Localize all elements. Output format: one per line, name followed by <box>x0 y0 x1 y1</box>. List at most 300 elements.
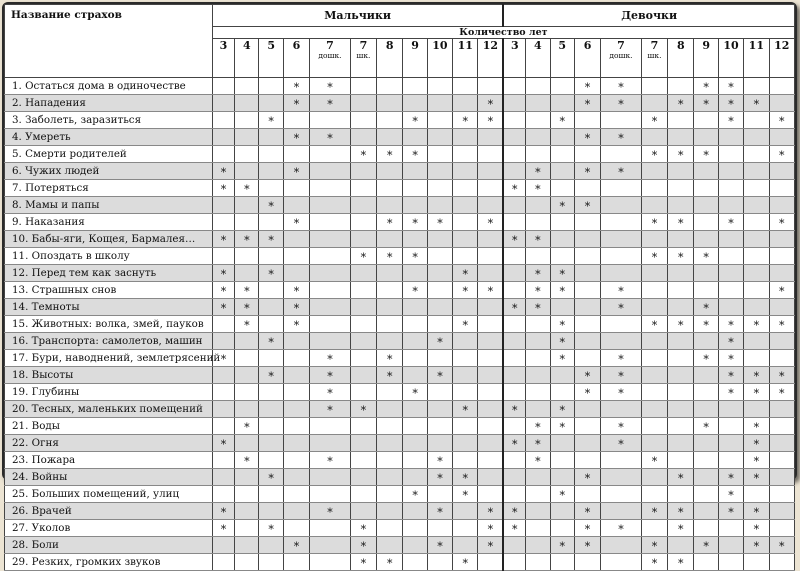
table-row <box>5 401 795 418</box>
cell-girls-age-1 <box>526 384 550 401</box>
header-fear-name: Название страхов <box>5 5 213 78</box>
cell-girls-age-7 <box>694 469 718 486</box>
cell-girls-age-7: * <box>694 248 718 265</box>
cell-girls-age-2: * <box>550 537 574 554</box>
cell-boys-age-8 <box>427 418 452 435</box>
cell-girls-age-5: * <box>641 146 667 163</box>
age-label: 7 <box>359 39 368 52</box>
cell-girls-age-6: * <box>668 469 694 486</box>
cell-boys-age-1: * <box>235 231 259 248</box>
cell-boys-age-5 <box>350 180 376 197</box>
cell-boys-age-2: * <box>259 231 283 248</box>
cell-boys-age-1 <box>235 554 259 571</box>
cell-girls-age-4 <box>601 180 642 197</box>
fear-name: 3. Заболеть, заразиться <box>5 112 213 129</box>
cell-boys-age-4 <box>310 333 351 350</box>
cell-girls-age-10 <box>769 520 795 537</box>
cell-boys-age-8 <box>427 554 452 571</box>
cell-girls-age-8 <box>718 452 743 469</box>
cell-girls-age-0 <box>503 452 525 469</box>
cell-girls-age-7: * <box>694 146 718 163</box>
age-header-girls-8 <box>718 39 743 78</box>
cell-girls-age-7 <box>694 367 718 384</box>
table-row <box>5 435 795 452</box>
cell-girls-age-9 <box>744 401 769 418</box>
cell-girls-age-0 <box>503 112 525 129</box>
fear-name: 10. Бабы-яги, Кощея, Бармалея… <box>5 231 213 248</box>
cell-boys-age-4 <box>310 435 351 452</box>
age-label: 12 <box>774 39 790 52</box>
cell-boys-age-1 <box>235 503 259 520</box>
cell-boys-age-7 <box>403 401 427 418</box>
cell-boys-age-5 <box>350 503 376 520</box>
cell-boys-age-9 <box>453 146 478 163</box>
cell-boys-age-0: * <box>212 231 234 248</box>
cell-boys-age-7 <box>403 418 427 435</box>
cell-boys-age-2 <box>259 418 283 435</box>
cell-girls-age-3: * <box>574 537 600 554</box>
cell-girls-age-1 <box>526 350 550 367</box>
cell-boys-age-4 <box>310 265 351 282</box>
cell-boys-age-8 <box>427 95 452 112</box>
cell-boys-age-8: * <box>427 452 452 469</box>
table-row <box>5 214 795 231</box>
cell-girls-age-2 <box>550 95 574 112</box>
cell-boys-age-2 <box>259 180 283 197</box>
cell-girls-age-0 <box>503 537 525 554</box>
cell-girls-age-1 <box>526 95 550 112</box>
fear-name: 29. Резких, громких звуков <box>5 554 213 571</box>
cell-boys-age-3 <box>283 520 309 537</box>
cell-boys-age-0: * <box>212 503 234 520</box>
fear-name: 2. Нападения <box>5 95 213 112</box>
cell-boys-age-2 <box>259 78 283 95</box>
cell-boys-age-4 <box>310 248 351 265</box>
fear-name: 19. Глубины <box>5 384 213 401</box>
cell-boys-age-4 <box>310 197 351 214</box>
cell-boys-age-6 <box>377 520 403 537</box>
table-row <box>5 231 795 248</box>
cell-boys-age-3 <box>283 112 309 129</box>
age-label: 5 <box>558 39 567 52</box>
cell-girls-age-2 <box>550 469 574 486</box>
table-row <box>5 384 795 401</box>
cell-girls-age-4 <box>601 452 642 469</box>
table-row <box>5 112 795 129</box>
cell-boys-age-5 <box>350 299 376 316</box>
cell-girls-age-3: * <box>574 95 600 112</box>
fear-name: 12. Перед тем как заснуть <box>5 265 213 282</box>
cell-girls-age-1 <box>526 112 550 129</box>
cell-boys-age-8 <box>427 384 452 401</box>
cell-boys-age-6: * <box>377 146 403 163</box>
cell-girls-age-0 <box>503 282 525 299</box>
cell-boys-age-7: * <box>403 112 427 129</box>
cell-girls-age-3: * <box>574 503 600 520</box>
cell-girls-age-5 <box>641 469 667 486</box>
cell-boys-age-0: * <box>212 163 234 180</box>
cell-boys-age-5: * <box>350 537 376 554</box>
cell-girls-age-4: * <box>601 129 642 146</box>
cell-boys-age-1 <box>235 146 259 163</box>
cell-girls-age-8: * <box>718 486 743 503</box>
cell-boys-age-3 <box>283 503 309 520</box>
cell-boys-age-3 <box>283 384 309 401</box>
cell-girls-age-3 <box>574 214 600 231</box>
cell-girls-age-0: * <box>503 435 525 452</box>
cell-girls-age-3 <box>574 486 600 503</box>
cell-girls-age-10 <box>769 418 795 435</box>
cell-boys-age-10: * <box>478 214 503 231</box>
cell-girls-age-8 <box>718 163 743 180</box>
cell-boys-age-3 <box>283 418 309 435</box>
cell-girls-age-8: * <box>718 333 743 350</box>
cell-boys-age-3 <box>283 401 309 418</box>
cell-boys-age-1 <box>235 197 259 214</box>
cell-boys-age-10 <box>478 265 503 282</box>
cell-boys-age-9 <box>453 231 478 248</box>
cell-girls-age-5 <box>641 350 667 367</box>
cell-boys-age-6 <box>377 299 403 316</box>
cell-boys-age-7 <box>403 537 427 554</box>
cell-boys-age-10 <box>478 333 503 350</box>
cell-boys-age-0 <box>212 78 234 95</box>
cell-boys-age-4: * <box>310 367 351 384</box>
cell-girls-age-3: * <box>574 469 600 486</box>
cell-boys-age-3 <box>283 486 309 503</box>
cell-boys-age-2 <box>259 95 283 112</box>
cell-girls-age-7 <box>694 435 718 452</box>
cell-girls-age-0 <box>503 146 525 163</box>
cell-boys-age-0 <box>212 316 234 333</box>
cell-girls-age-10 <box>769 486 795 503</box>
cell-boys-age-4 <box>310 146 351 163</box>
cell-boys-age-9 <box>453 350 478 367</box>
cell-girls-age-4: * <box>601 520 642 537</box>
cell-boys-age-4: * <box>310 129 351 146</box>
age-sublabel: шк. <box>356 51 371 60</box>
cell-girls-age-9 <box>744 163 769 180</box>
cell-boys-age-1 <box>235 333 259 350</box>
cell-girls-age-0 <box>503 554 525 571</box>
cell-boys-age-6 <box>377 163 403 180</box>
cell-boys-age-0 <box>212 95 234 112</box>
cell-boys-age-1 <box>235 401 259 418</box>
cell-girls-age-6: * <box>668 554 694 571</box>
cell-girls-age-0 <box>503 384 525 401</box>
cell-girls-age-8: * <box>718 367 743 384</box>
cell-boys-age-7 <box>403 163 427 180</box>
cell-boys-age-7 <box>403 333 427 350</box>
cell-girls-age-7: * <box>694 78 718 95</box>
cell-girls-age-4: * <box>601 384 642 401</box>
fear-name: 17. Бури, наводнений, землетрясений <box>5 350 213 367</box>
cell-girls-age-8 <box>718 248 743 265</box>
cell-boys-age-3 <box>283 452 309 469</box>
cell-girls-age-10 <box>769 333 795 350</box>
cell-boys-age-6 <box>377 486 403 503</box>
cell-girls-age-5: * <box>641 316 667 333</box>
table-row <box>5 316 795 333</box>
cell-boys-age-3: * <box>283 163 309 180</box>
cell-girls-age-6: * <box>668 316 694 333</box>
cell-boys-age-6 <box>377 435 403 452</box>
cell-girls-age-9 <box>744 299 769 316</box>
cell-boys-age-9 <box>453 418 478 435</box>
cell-boys-age-8 <box>427 248 452 265</box>
cell-boys-age-9: * <box>453 486 478 503</box>
age-label: 6 <box>292 39 301 52</box>
cell-girls-age-3 <box>574 299 600 316</box>
fear-name: 1. Остаться дома в одиночестве <box>5 78 213 95</box>
cell-boys-age-8 <box>427 231 452 248</box>
cell-girls-age-1 <box>526 486 550 503</box>
cell-girls-age-5 <box>641 282 667 299</box>
table-row <box>5 537 795 554</box>
cell-girls-age-10: * <box>769 537 795 554</box>
cell-girls-age-6 <box>668 537 694 554</box>
cell-boys-age-4 <box>310 214 351 231</box>
cell-boys-age-2 <box>259 129 283 146</box>
table-row <box>5 299 795 316</box>
cell-boys-age-2 <box>259 384 283 401</box>
cell-boys-age-7 <box>403 350 427 367</box>
cell-girls-age-5 <box>641 197 667 214</box>
cell-girls-age-8 <box>718 554 743 571</box>
cell-girls-age-10: * <box>769 316 795 333</box>
cell-boys-age-1: * <box>235 180 259 197</box>
cell-boys-age-1 <box>235 129 259 146</box>
age-label: 10 <box>723 39 739 52</box>
cell-girls-age-5 <box>641 367 667 384</box>
cell-boys-age-6 <box>377 129 403 146</box>
cell-girls-age-6: * <box>668 248 694 265</box>
fear-name: 15. Животных: волка, змей, пауков <box>5 316 213 333</box>
cell-boys-age-6: * <box>377 350 403 367</box>
cell-boys-age-7 <box>403 520 427 537</box>
cell-girls-age-2 <box>550 129 574 146</box>
cell-girls-age-5: * <box>641 503 667 520</box>
cell-boys-age-7: * <box>403 282 427 299</box>
cell-girls-age-5 <box>641 231 667 248</box>
cell-boys-age-5 <box>350 282 376 299</box>
cell-boys-age-6 <box>377 112 403 129</box>
cell-girls-age-8: * <box>718 350 743 367</box>
cell-boys-age-6 <box>377 469 403 486</box>
cell-girls-age-0: * <box>503 520 525 537</box>
cell-boys-age-9 <box>453 520 478 537</box>
cell-girls-age-9: * <box>744 316 769 333</box>
table-row <box>5 180 795 197</box>
cell-boys-age-3 <box>283 554 309 571</box>
cell-boys-age-10: * <box>478 520 503 537</box>
cell-girls-age-2: * <box>550 265 574 282</box>
cell-girls-age-8 <box>718 537 743 554</box>
cell-girls-age-0: * <box>503 503 525 520</box>
cell-girls-age-6 <box>668 112 694 129</box>
cell-girls-age-2 <box>550 146 574 163</box>
age-label: 9 <box>411 39 419 52</box>
cell-girls-age-8: * <box>718 503 743 520</box>
cell-boys-age-9 <box>453 78 478 95</box>
cell-girls-age-10 <box>769 78 795 95</box>
cell-boys-age-8 <box>427 435 452 452</box>
cell-boys-age-9 <box>453 197 478 214</box>
cell-boys-age-4: * <box>310 95 351 112</box>
cell-boys-age-4: * <box>310 503 351 520</box>
fear-name: 26. Врачей <box>5 503 213 520</box>
cell-girls-age-3 <box>574 265 600 282</box>
cell-boys-age-5 <box>350 452 376 469</box>
cell-girls-age-9: * <box>744 367 769 384</box>
cell-girls-age-1 <box>526 554 550 571</box>
cell-boys-age-9 <box>453 367 478 384</box>
cell-boys-age-5 <box>350 112 376 129</box>
age-header-boys-3 <box>283 39 309 78</box>
cell-girls-age-5: * <box>641 452 667 469</box>
cell-girls-age-2: * <box>550 486 574 503</box>
age-header-girls-2 <box>550 39 574 78</box>
cell-girls-age-7: * <box>694 537 718 554</box>
fear-name: 21. Воды <box>5 418 213 435</box>
cell-boys-age-9 <box>453 299 478 316</box>
cell-girls-age-5: * <box>641 537 667 554</box>
cell-boys-age-0: * <box>212 350 234 367</box>
cell-boys-age-5 <box>350 350 376 367</box>
cell-boys-age-4 <box>310 554 351 571</box>
cell-girls-age-10: * <box>769 146 795 163</box>
cell-boys-age-2 <box>259 299 283 316</box>
cell-boys-age-6: * <box>377 554 403 571</box>
age-label: 3 <box>510 39 519 52</box>
cell-girls-age-8 <box>718 401 743 418</box>
cell-girls-age-8 <box>718 418 743 435</box>
cell-girls-age-6 <box>668 78 694 95</box>
cell-girls-age-2: * <box>550 282 574 299</box>
cell-girls-age-1 <box>526 367 550 384</box>
cell-boys-age-1: * <box>235 452 259 469</box>
cell-boys-age-3: * <box>283 95 309 112</box>
cell-girls-age-6 <box>668 197 694 214</box>
cell-girls-age-4: * <box>601 163 642 180</box>
cell-girls-age-6: * <box>668 214 694 231</box>
cell-girls-age-2: * <box>550 333 574 350</box>
cell-boys-age-5: * <box>350 520 376 537</box>
cell-girls-age-10: * <box>769 282 795 299</box>
cell-girls-age-2 <box>550 384 574 401</box>
age-header-girls-4 <box>601 39 642 78</box>
cell-girls-age-3: * <box>574 520 600 537</box>
cell-girls-age-6 <box>668 401 694 418</box>
cell-girls-age-0: * <box>503 299 525 316</box>
cell-boys-age-0 <box>212 333 234 350</box>
cell-girls-age-7 <box>694 554 718 571</box>
cell-boys-age-8: * <box>427 214 452 231</box>
cell-girls-age-6 <box>668 486 694 503</box>
cell-girls-age-2 <box>550 248 574 265</box>
cell-girls-age-9 <box>744 214 769 231</box>
cell-girls-age-3 <box>574 554 600 571</box>
header-girls: Девочки <box>503 5 794 27</box>
cell-boys-age-0: * <box>212 435 234 452</box>
cell-girls-age-0: * <box>503 401 525 418</box>
cell-boys-age-9: * <box>453 401 478 418</box>
age-sublabel: дошк. <box>609 51 633 60</box>
cell-boys-age-8 <box>427 486 452 503</box>
fear-name: 8. Мамы и папы <box>5 197 213 214</box>
cell-girls-age-2: * <box>550 350 574 367</box>
cell-girls-age-6: * <box>668 520 694 537</box>
table-row <box>5 554 795 571</box>
cell-boys-age-3 <box>283 197 309 214</box>
cell-boys-age-5 <box>350 214 376 231</box>
age-header-boys-10 <box>478 39 503 78</box>
table-row <box>5 197 795 214</box>
cell-boys-age-4: * <box>310 452 351 469</box>
cell-girls-age-7 <box>694 503 718 520</box>
cell-girls-age-8: * <box>718 214 743 231</box>
cell-girls-age-2 <box>550 367 574 384</box>
cell-girls-age-7 <box>694 163 718 180</box>
cell-girls-age-0 <box>503 418 525 435</box>
cell-girls-age-10 <box>769 95 795 112</box>
cell-girls-age-4 <box>601 316 642 333</box>
cell-boys-age-6 <box>377 180 403 197</box>
cell-boys-age-1: * <box>235 282 259 299</box>
cell-girls-age-8 <box>718 231 743 248</box>
cell-boys-age-3: * <box>283 214 309 231</box>
cell-boys-age-10: * <box>478 503 503 520</box>
cell-girls-age-10 <box>769 435 795 452</box>
cell-boys-age-1 <box>235 435 259 452</box>
cell-boys-age-6 <box>377 282 403 299</box>
cell-girls-age-9 <box>744 350 769 367</box>
cell-girls-age-4 <box>601 214 642 231</box>
cell-boys-age-8: * <box>427 537 452 554</box>
age-header-boys-8 <box>427 39 452 78</box>
cell-girls-age-7: * <box>694 350 718 367</box>
cell-girls-age-10 <box>769 248 795 265</box>
cell-girls-age-7 <box>694 214 718 231</box>
cell-girls-age-4 <box>601 265 642 282</box>
cell-boys-age-4 <box>310 299 351 316</box>
cell-boys-age-6 <box>377 95 403 112</box>
cell-boys-age-10 <box>478 146 503 163</box>
cell-girls-age-0 <box>503 248 525 265</box>
cell-girls-age-8 <box>718 197 743 214</box>
cell-girls-age-5 <box>641 486 667 503</box>
cell-boys-age-2 <box>259 486 283 503</box>
cell-boys-age-3: * <box>283 299 309 316</box>
cell-boys-age-3 <box>283 231 309 248</box>
cell-girls-age-10 <box>769 299 795 316</box>
header-age-count: Количество лет <box>212 27 794 39</box>
cell-boys-age-9: * <box>453 469 478 486</box>
cell-girls-age-10 <box>769 129 795 146</box>
age-label: 6 <box>583 39 592 52</box>
cell-boys-age-3 <box>283 367 309 384</box>
cell-boys-age-10 <box>478 486 503 503</box>
cell-girls-age-6 <box>668 435 694 452</box>
table-row <box>5 129 795 146</box>
cell-boys-age-10: * <box>478 282 503 299</box>
cell-boys-age-8 <box>427 129 452 146</box>
cell-girls-age-8 <box>718 520 743 537</box>
cell-boys-age-2 <box>259 554 283 571</box>
cell-boys-age-9 <box>453 248 478 265</box>
cell-boys-age-7: * <box>403 384 427 401</box>
cell-boys-age-10 <box>478 418 503 435</box>
